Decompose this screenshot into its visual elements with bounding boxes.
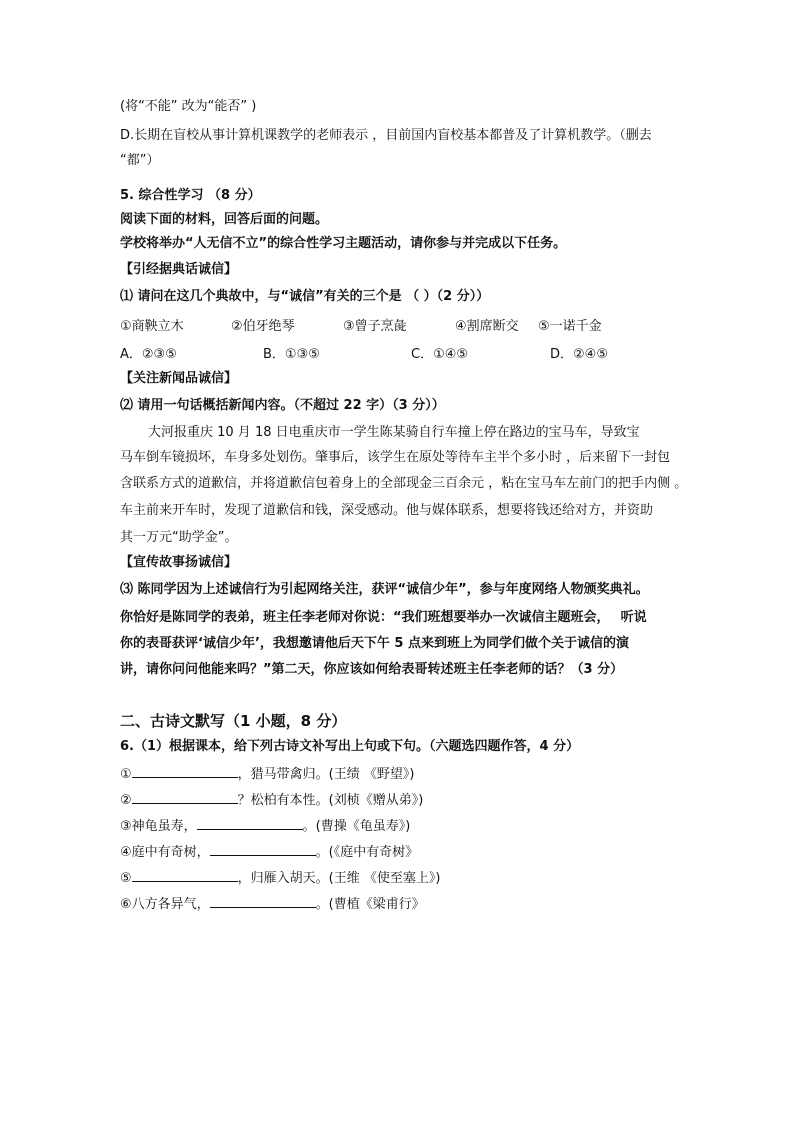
part-2-title: 二、古诗文默写（1 小题，8 分） <box>120 712 347 730</box>
poem-suffix: 。(《庭中有奇树》 <box>315 845 419 860</box>
section-heading: 【关注新闻品诚信】 <box>120 371 238 386</box>
text-line: D.长期在盲校从事计算机课教学的老师表示 ，目前国内盲校基本都普及了计算机教学。（删去 <box>120 128 652 143</box>
answer-blank[interactable] <box>197 817 303 830</box>
poem-suffix: ？松柏有本性。(刘桢《赠从弟》) <box>237 793 424 808</box>
question-6-title: 6.（1）根据课本，给下列古诗文补写出上句或下句。（六题选四题作答，4 分） <box>120 739 580 754</box>
poem-prefix: ② <box>120 793 132 808</box>
answer-blank[interactable] <box>210 895 316 908</box>
sub-question: ⑴ 请问在这几个典故中，与“诚信”有关的三个是 （ ）（2 分）） <box>120 289 490 304</box>
text-line: “都”） <box>120 153 160 168</box>
answer-blank[interactable] <box>132 791 238 804</box>
poem-suffix: ，猎马带禽归。(王绩 《野望》) <box>237 767 415 782</box>
poem-line <box>120 895 425 914</box>
poem-line <box>120 869 440 888</box>
poem-suffix: 。(曹操《龟虽寿》) <box>302 819 411 834</box>
allusion-item: ⑤一诺千金 <box>538 319 602 334</box>
answer-blank[interactable] <box>132 765 238 778</box>
section-heading: 【宣传故事扬诚信】 <box>120 555 238 570</box>
poem-prefix: ⑤ <box>120 871 132 886</box>
choice-b: B．①③⑤ <box>263 347 320 362</box>
allusion-item: ②伯牙绝琴 <box>231 319 295 334</box>
answer-blank[interactable] <box>210 843 316 856</box>
allusion-item: ③曾子烹彘 <box>343 319 407 334</box>
answer-blank[interactable] <box>132 869 238 882</box>
poem-line <box>120 765 414 784</box>
choice-c: C．①④⑤ <box>411 347 469 362</box>
news-paragraph: 其一万元“助学金”。 <box>120 530 238 545</box>
sub-question: ⑶ 陈同学因为上述诚信行为引起网络关注，获评“诚信少年”，参与年度网络人物颁奖典礼。 <box>120 582 649 597</box>
poem-prefix: ① <box>120 767 132 782</box>
allusion-item: ④割席断交 <box>455 319 519 334</box>
sub-question: 讲，请你问问他能来吗？”第二天，你应该如何给表哥转述班主任李老师的话？（3 分） <box>120 662 624 677</box>
poem-prefix: ③神龟虽寿， <box>120 819 197 834</box>
instruction: 学校将举办“人无信不立”的综合性学习主题活动，请你参与并完成以下任务。 <box>120 236 567 251</box>
poem-prefix: ④庭中有奇树， <box>120 845 210 860</box>
section-heading: 【引经据典话诚信】 <box>120 262 238 277</box>
choice-a: A．②③⑤ <box>120 347 177 362</box>
question-5-title: 5. 综合性学习 （8 分） <box>120 188 261 203</box>
text-line: (将“不能” 改为“能否” ) <box>120 99 257 114</box>
instruction: 阅读下面的材料，回答后面的问题。 <box>120 212 329 227</box>
poem-line <box>120 843 418 862</box>
poem-prefix: ⑥八方各异气， <box>120 897 210 912</box>
news-paragraph: 大河报重庆 10 月 18 日电重庆市一学生陈某骑自行车撞上停在路边的宝马车，导致宝 <box>148 425 640 440</box>
news-paragraph: 含联系方式的道歉信，并将道歉信包着身上的全部现金三百余元 ，粘在宝马车左前门的把手内侧 。 <box>120 476 688 491</box>
sub-question: 你的表哥获评‘诚信少年’，我想邀请他后天下午 5 点来到班上为同学们做个关于诚信的演 <box>120 636 629 651</box>
choice-d: D．②④⑤ <box>550 347 608 362</box>
sub-question: ⑵ 请用一句话概括新闻内容。（不超过 22 字）（3 分）） <box>120 398 445 413</box>
poem-line <box>120 791 423 810</box>
poem-suffix: 。(曹植《梁甫行》 <box>315 897 425 912</box>
poem-suffix: ，归雁入胡天。(王维 《使至塞上》) <box>237 871 441 886</box>
news-paragraph: 马车倒车镜损坏，车身多处划伤。肇事后，该学生在原处等待车主半个多小时 ，后来留下一封包 <box>120 450 671 465</box>
poem-line <box>120 817 410 836</box>
allusion-item: ①商鞅立木 <box>120 319 184 334</box>
sub-question: 你恰好是陈同学的表弟，班主任李老师对你说：“我们班想要举办一次诚信主题班会， 听说 <box>120 610 647 625</box>
news-paragraph: 车主前来开车时，发现了道歉信和钱，深受感动。他与媒体联系，想要将钱还给对方，并资助 <box>120 503 654 518</box>
